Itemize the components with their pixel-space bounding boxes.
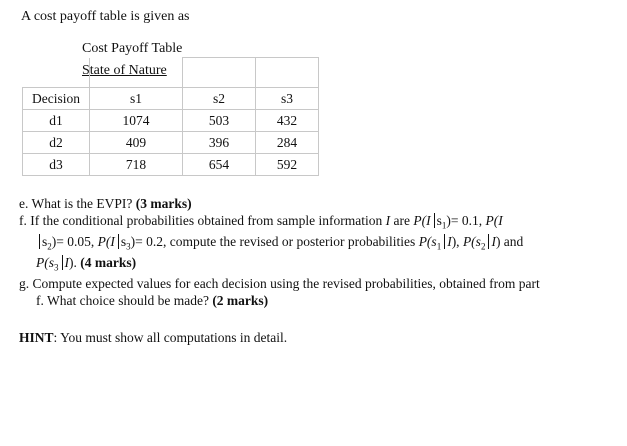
posterior-close: ) and (495, 233, 524, 249)
prob-value: )= 0.1, (446, 212, 486, 228)
cell-value: 432 (256, 110, 319, 132)
state-subscript: 1 (441, 220, 447, 231)
cell-decision: d3 (23, 154, 90, 176)
posterior-expr: P(s (462, 233, 481, 249)
header-s1: s1 (90, 88, 183, 110)
posterior-expr: P(s (418, 233, 437, 249)
question-f (19, 213, 619, 277)
header-s3: s3 (256, 88, 319, 110)
question-g-marks: (2 marks) (212, 292, 269, 308)
questions-block (19, 196, 619, 309)
question-f-text: f. If the conditional probabilities obtained from sample information (19, 212, 386, 228)
question-f-marks: (4 marks) (80, 254, 137, 270)
given-bar (488, 234, 489, 249)
spacer-cell (183, 58, 256, 88)
posterior-close: ), (451, 233, 463, 249)
posterior-expr: P(s (36, 254, 54, 270)
table-row (23, 154, 319, 176)
question-e (19, 196, 619, 213)
prob-expr: P(I (97, 233, 115, 249)
table-spacer-row (23, 58, 319, 88)
payoff-table (22, 57, 319, 176)
given-bar (39, 234, 40, 249)
question-f-text: are (390, 212, 414, 228)
sample-info-symbol: I (385, 212, 391, 228)
header-decision: Decision (23, 88, 90, 110)
spacer-cell (90, 58, 183, 88)
cell-decision: d2 (23, 132, 90, 154)
cell-value: 592 (256, 154, 319, 176)
table-header-row (23, 88, 319, 110)
hint-text: : You must show all computations in detail. (53, 330, 288, 345)
state-subscript: 2 (47, 241, 52, 252)
sample-info-symbol: I (491, 233, 496, 249)
table-row (23, 132, 319, 154)
question-g-text: f. What choice should be made? (36, 292, 213, 308)
header-s2: s2 (183, 88, 256, 110)
intro-text: A cost payoff table is given as (21, 9, 190, 24)
state-symbol: s (42, 233, 48, 249)
given-bar (118, 234, 119, 249)
cell-value: 396 (183, 132, 256, 154)
spacer-cell (23, 58, 90, 88)
sample-info-symbol: I (64, 254, 69, 270)
given-bar (434, 213, 435, 228)
state-subscript: 2 (480, 241, 486, 252)
cell-value: 284 (256, 132, 319, 154)
sample-info-symbol: I (447, 233, 452, 249)
table-title: Cost Payoff Table (82, 41, 183, 56)
state-subscript: 1 (436, 241, 442, 252)
cell-value: 503 (183, 110, 256, 132)
cell-value: 1074 (90, 110, 183, 132)
table-row (23, 110, 319, 132)
state-subscript: 3 (126, 241, 131, 252)
hint-line (19, 330, 287, 346)
cell-value: 718 (90, 154, 183, 176)
cell-decision: d1 (23, 110, 90, 132)
state-subscript: 3 (54, 262, 59, 273)
prob-value: )= 0.05, (51, 233, 98, 249)
given-bar (62, 255, 63, 270)
question-e-marks: (3 marks) (135, 196, 192, 211)
state-symbol: s (120, 233, 127, 249)
state-of-nature-label: State of Nature (82, 63, 167, 78)
question-g (19, 276, 619, 309)
hint-label: HINT (19, 330, 54, 345)
cell-value: 654 (183, 154, 256, 176)
prob-expr: P(I (485, 212, 503, 228)
cell-value: 409 (90, 132, 183, 154)
given-bar (444, 234, 445, 249)
prob-value: )= 0.2, compute the revised or posterior probabilities (130, 233, 419, 249)
prob-expr: P(I (413, 212, 431, 228)
posterior-close: ). (69, 254, 81, 270)
state-symbol: s (436, 212, 442, 228)
question-g-text: g. Compute expected values for each decision using the revised probabilities, obtained from part (19, 276, 540, 292)
question-e-text: e. What is the EVPI? (19, 196, 136, 211)
spacer-cell (256, 58, 319, 88)
